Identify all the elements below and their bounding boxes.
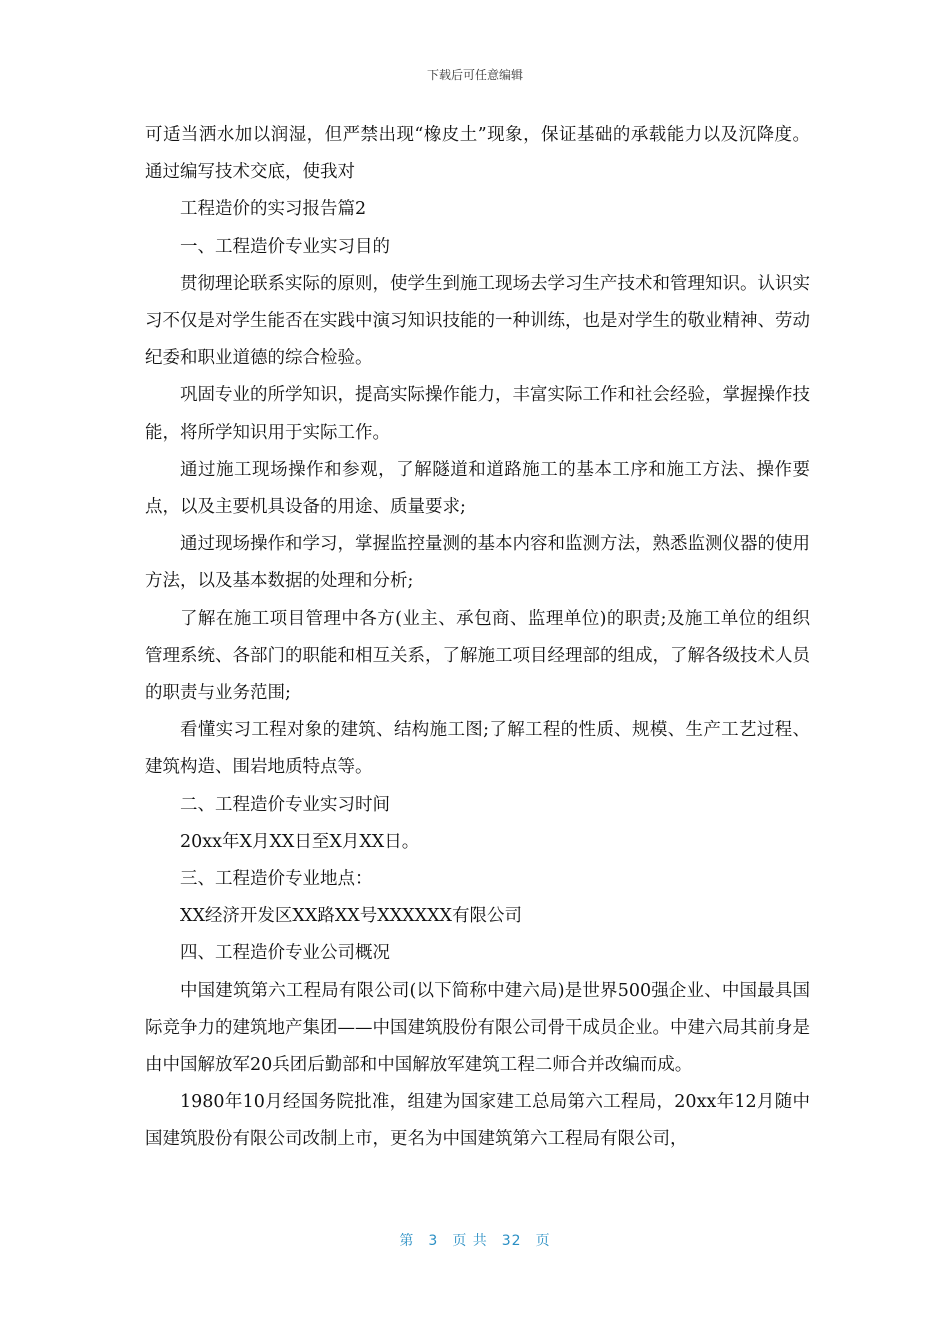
section-heading: 一、工程造价专业实习目的: [180, 236, 390, 257]
paragraph: 贯彻理论联系实际的原则，使学生到施工现场去学习生产技术和管理知识。认识实习不仅是对学生能否在实践中演习知识技能的一种训练，也是对学生的敬业精神、劳动纪委和职业道德的综合检验。: [145, 273, 810, 369]
section-heading: 三、工程造价专业地点：: [180, 869, 373, 890]
current-page-number: 3: [428, 1233, 439, 1249]
total-pages-number: 32: [501, 1233, 522, 1249]
paragraph: 通过现场操作和学习，掌握监控量测的基本内容和监测方法，熟悉监测仪器的使用方法，以及基本数据的处理和分析;: [145, 534, 810, 592]
paragraph: 通过施工现场操作和参观，了解隧道和道路施工的基本工序和施工方法、操作要点，以及主要机具设备的用途、质量要求;: [145, 459, 810, 518]
footer-label-page: 第: [399, 1233, 415, 1249]
paragraph: 中国建筑第六工程局有限公司(以下简称中建六局)是世界500强企业、中国最具国际竞争力的建筑地产集团——中国建筑股份有限公司骨干成员企业。中建六局其前身是由中国解放军20兵团后勤部和中国解放军建筑工程二师合并改编而成。: [145, 980, 810, 1076]
document-body: [145, 117, 810, 1159]
page-footer: [0, 1230, 950, 1250]
footer-label-end: 页: [535, 1233, 551, 1249]
paragraph: XX经济开发区XX路XX号XXXXXX有限公司: [180, 906, 523, 927]
paragraph: 20xx年X月XX日至X月XX日。: [180, 831, 420, 852]
paragraph: 1980年10月经国务院批准，组建为国家建工总局第六工程局，20xx年12月随中国建筑股份有限公司改制上市，更名为中国建筑第六工程局有限公司，: [145, 1092, 810, 1150]
footer-label-of: 页 共: [452, 1233, 488, 1249]
paragraph: 了解在施工项目管理中各方(业主、承包商、监理单位)的职责;及施工单位的组织管理系统、各部门的职能和相互关系，了解施工项目经理部的组成，了解各级技术人员的职责与业务范围;: [145, 608, 810, 704]
paragraph: 看懂实习工程对象的建筑、结构施工图;了解工程的性质、规模、生产工艺过程、建筑构造、围岩地质特点等。: [145, 720, 810, 778]
page-header: 下载后可任意编辑: [426, 68, 523, 82]
paragraph: 可适当洒水加以润湿，但严禁出现“橡皮土”现象，保证基础的承载能力以及沉降度。通过编写技术交底，使我对: [145, 125, 810, 183]
paragraph: 巩固专业的所学知识，提高实际操作能力，丰富实际工作和社会经验，掌握操作技能，将所学知识用于实际工作。: [145, 385, 810, 443]
section-heading: 二、工程造价专业实习时间: [180, 794, 390, 815]
section-title: 工程造价的实习报告篇2: [180, 199, 367, 220]
section-heading: 四、工程造价专业公司概况: [180, 943, 390, 964]
